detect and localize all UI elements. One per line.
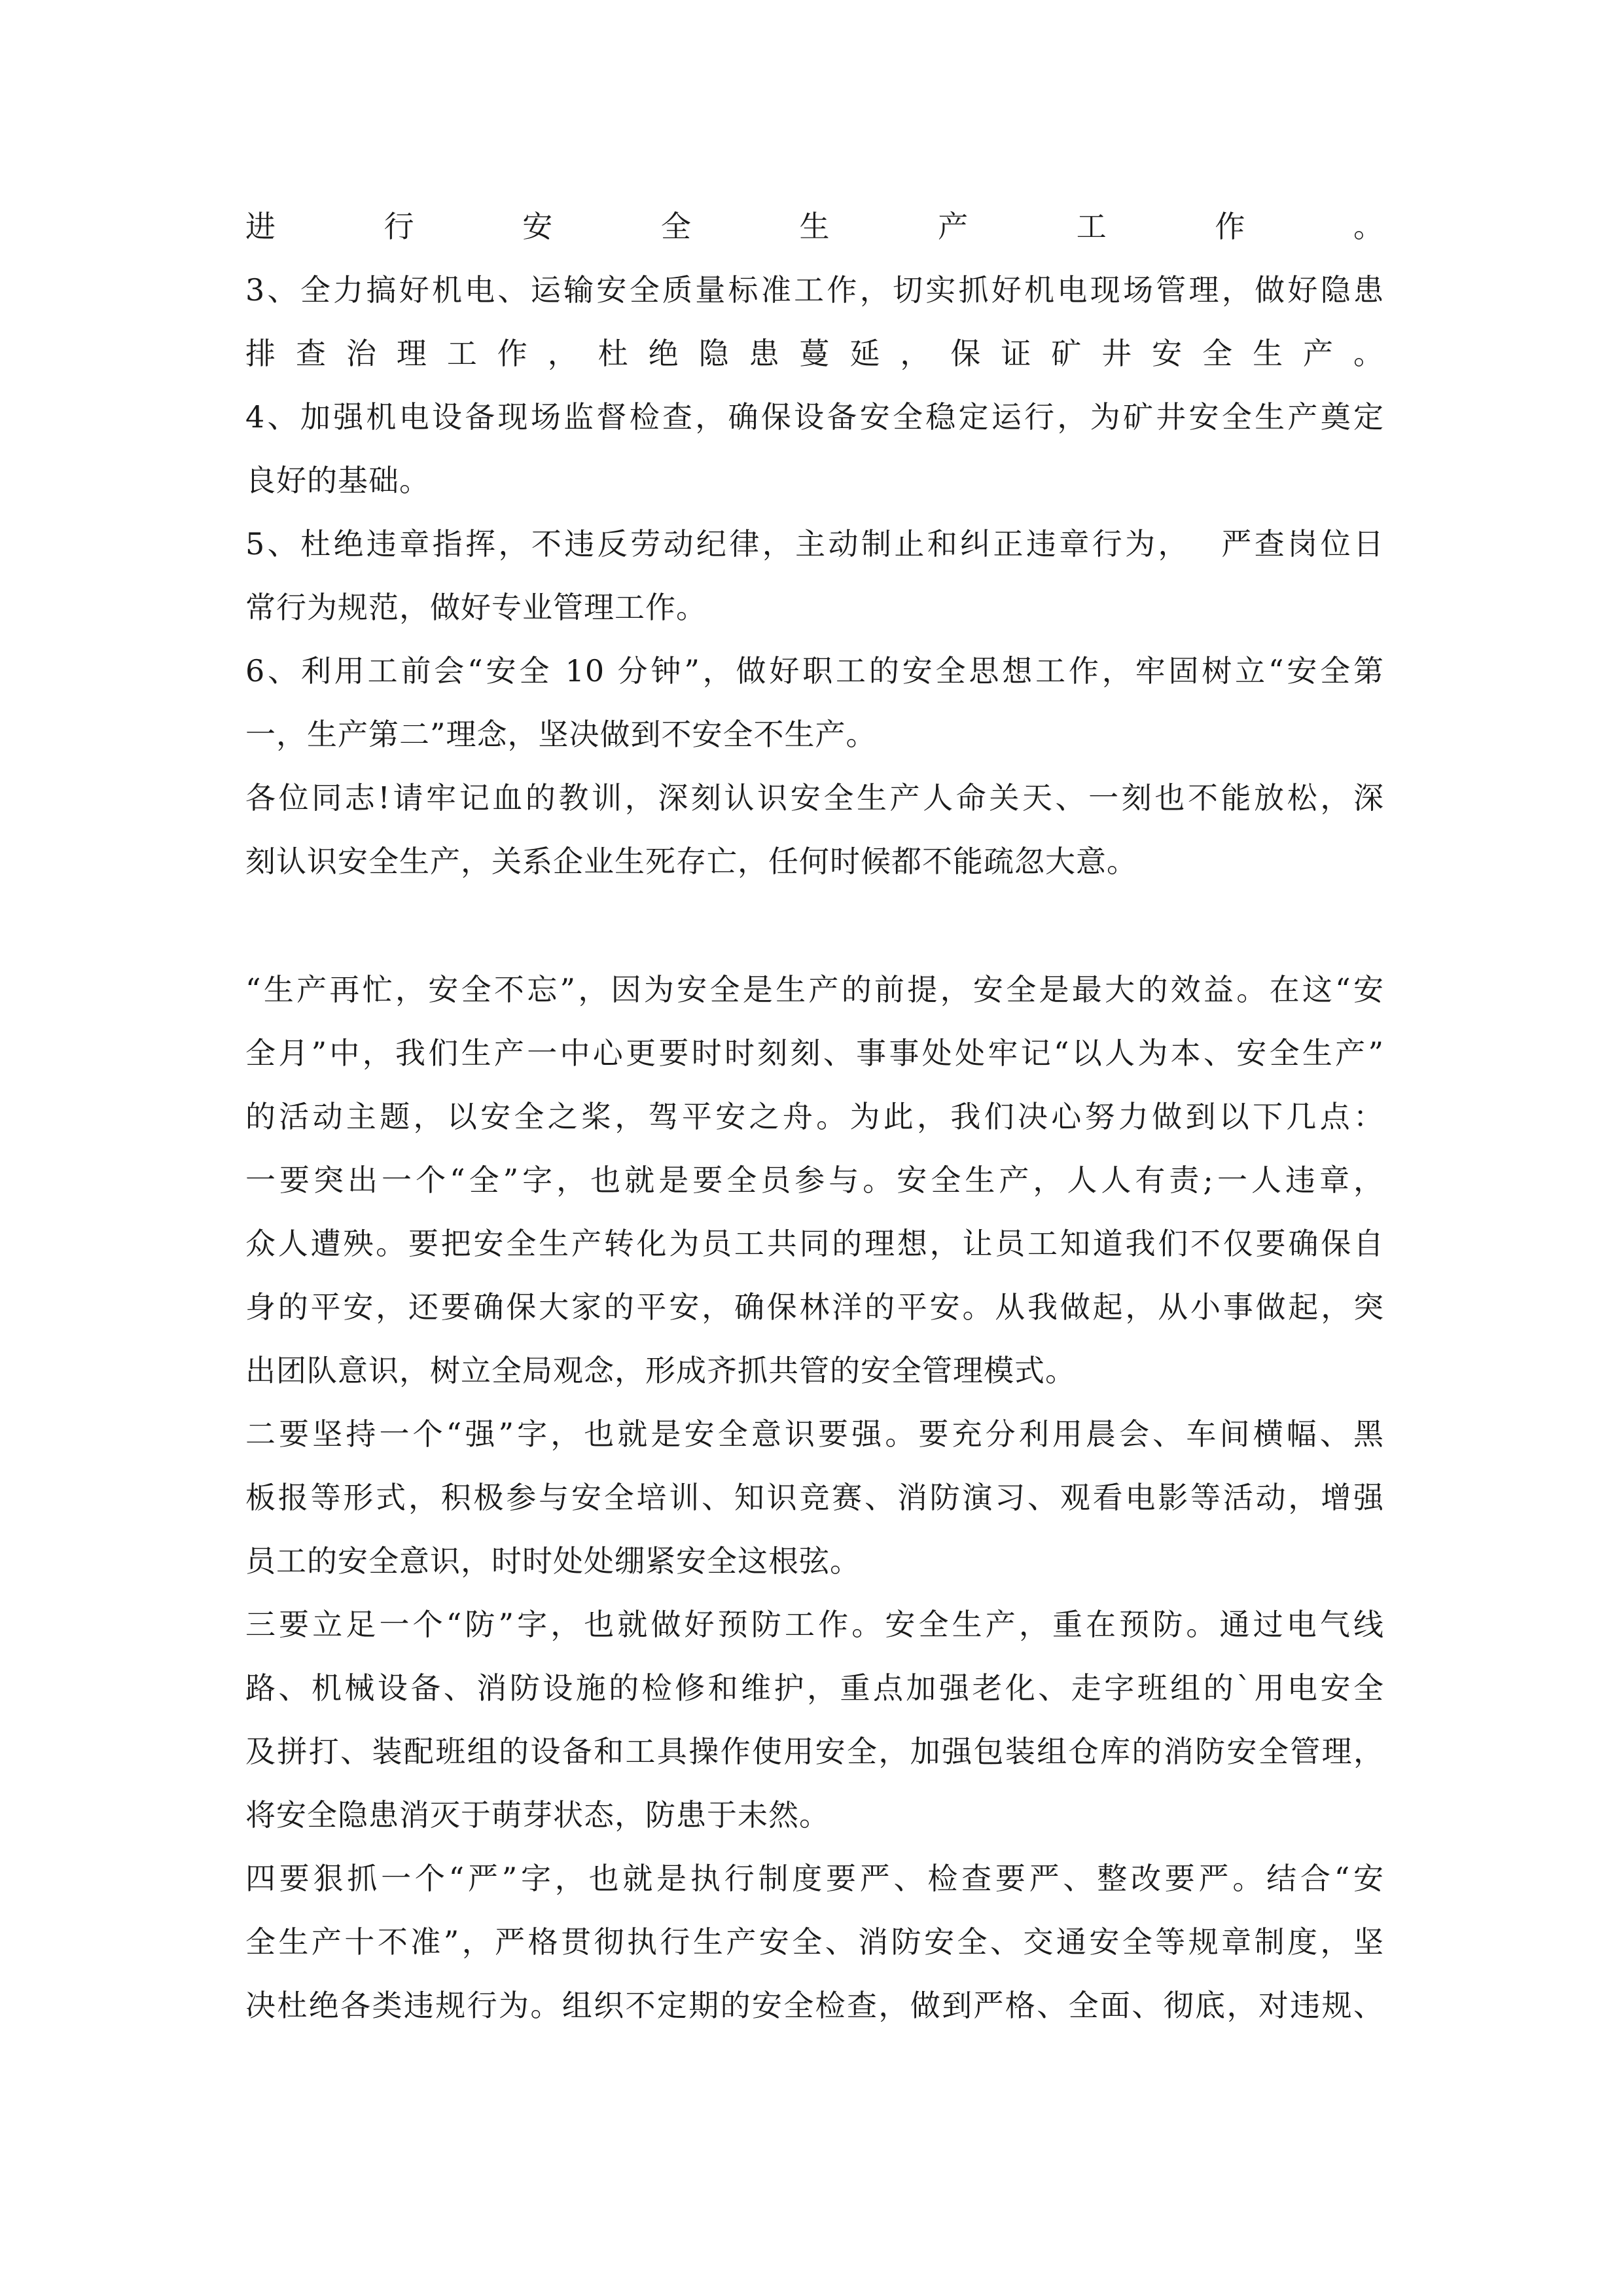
text-line: 三要立足一个“防”字，也就做好预防工作。安全生产，重在预防。通过电气线 xyxy=(245,1607,1384,1642)
text-line: 良好的基础。 xyxy=(245,463,430,498)
text-line: 板报等形式，积极参与安全培训、知识竞赛、消防演习、观看电影等活动，增强 xyxy=(245,1480,1384,1515)
text-line: 众人遭殃。要把安全生产转化为员工共同的理想，让员工知道我们不仅要确保自 xyxy=(245,1226,1384,1261)
text-line: 及拼打、装配班组的设备和工具操作使用安全，加强包装组仓库的消防安全管理， xyxy=(245,1734,1384,1769)
text-line: 全生产十不准”，严格贯彻执行生产安全、消防安全、交通安全等规章制度，坚 xyxy=(245,1924,1384,1960)
text-line: 员工的安全意识，时时处处绷紧安全这根弦。 xyxy=(245,1543,861,1579)
text-line: 二要坚持一个“强”字，也就是安全意识要强。要充分利用晨会、车间横幅、黑 xyxy=(245,1416,1384,1452)
text-line: 常行为规范，做好专业管理工作。 xyxy=(245,590,707,625)
text-line: 一，生产第二”理念，坚决做到不安全不生产。 xyxy=(245,717,877,752)
text-line: 四要狠抓一个“严”字，也就是执行制度要严、检查要严、整改要严。结合“安 xyxy=(245,1861,1384,1896)
text-line: 5、杜绝违章指挥，不违反劳动纪律，主动制止和纠正违章行为， 严查岗位日 xyxy=(245,526,1384,562)
text-line: 身的平安，还要确保大家的平安，确保林洋的平安。从我做起，从小事做起，突 xyxy=(245,1289,1384,1325)
text-line: 出团队意识，树立全局观念，形成齐抓共管的安全管理模式。 xyxy=(245,1353,1076,1388)
text-line: 进行安全生产工作。 xyxy=(245,209,1384,244)
text-line: 的活动主题，以安全之桨，驾平安之舟。为此，我们决心努力做到以下几点： xyxy=(245,1099,1384,1134)
text-line: 排查治理工作，杜绝隐患蔓延，保证矿井安全生产。 xyxy=(245,336,1384,371)
text-line: 一要突出一个“全”字，也就是要全员参与。安全生产，人人有责;一人违章， xyxy=(245,1162,1384,1198)
text-line: 6、利用工前会“安全 10 分钟”，做好职工的安全思想工作，牢固树立“安全第 xyxy=(245,653,1384,689)
text-line: 各位同志!请牢记血的教训，深刻认识安全生产人命关天、一刻也不能放松，深 xyxy=(245,780,1384,816)
text-line: 全月”中，我们生产一中心更要时时刻刻、事事处处牢记“以人为本、安全生产” xyxy=(245,1035,1384,1071)
text-line: 决杜绝各类违规行为。组织不定期的安全检查，做到严格、全面、彻底，对违规、 xyxy=(245,1988,1384,2023)
text-line: 3、全力搞好机电、运输安全质量标准工作，切实抓好机电现场管理，做好隐患 xyxy=(245,272,1384,308)
text-line: 路、机械设备、消防设施的检修和维护，重点加强老化、走字班组的`用电安全 xyxy=(245,1670,1384,1706)
text-line: “生产再忙，安全不忘”，因为安全是生产的前提，安全是最大的效益。在这“安 xyxy=(245,972,1384,1007)
text-line: 4、加强机电设备现场监督检查，确保设备安全稳定运行，为矿井安全生产奠定 xyxy=(245,399,1384,435)
text-line: 将安全隐患消灭于萌芽状态，防患于未然。 xyxy=(245,1797,830,1833)
text-line: 刻认识安全生产，关系企业生死存亡，任何时候都不能疏忽大意。 xyxy=(245,844,1137,879)
